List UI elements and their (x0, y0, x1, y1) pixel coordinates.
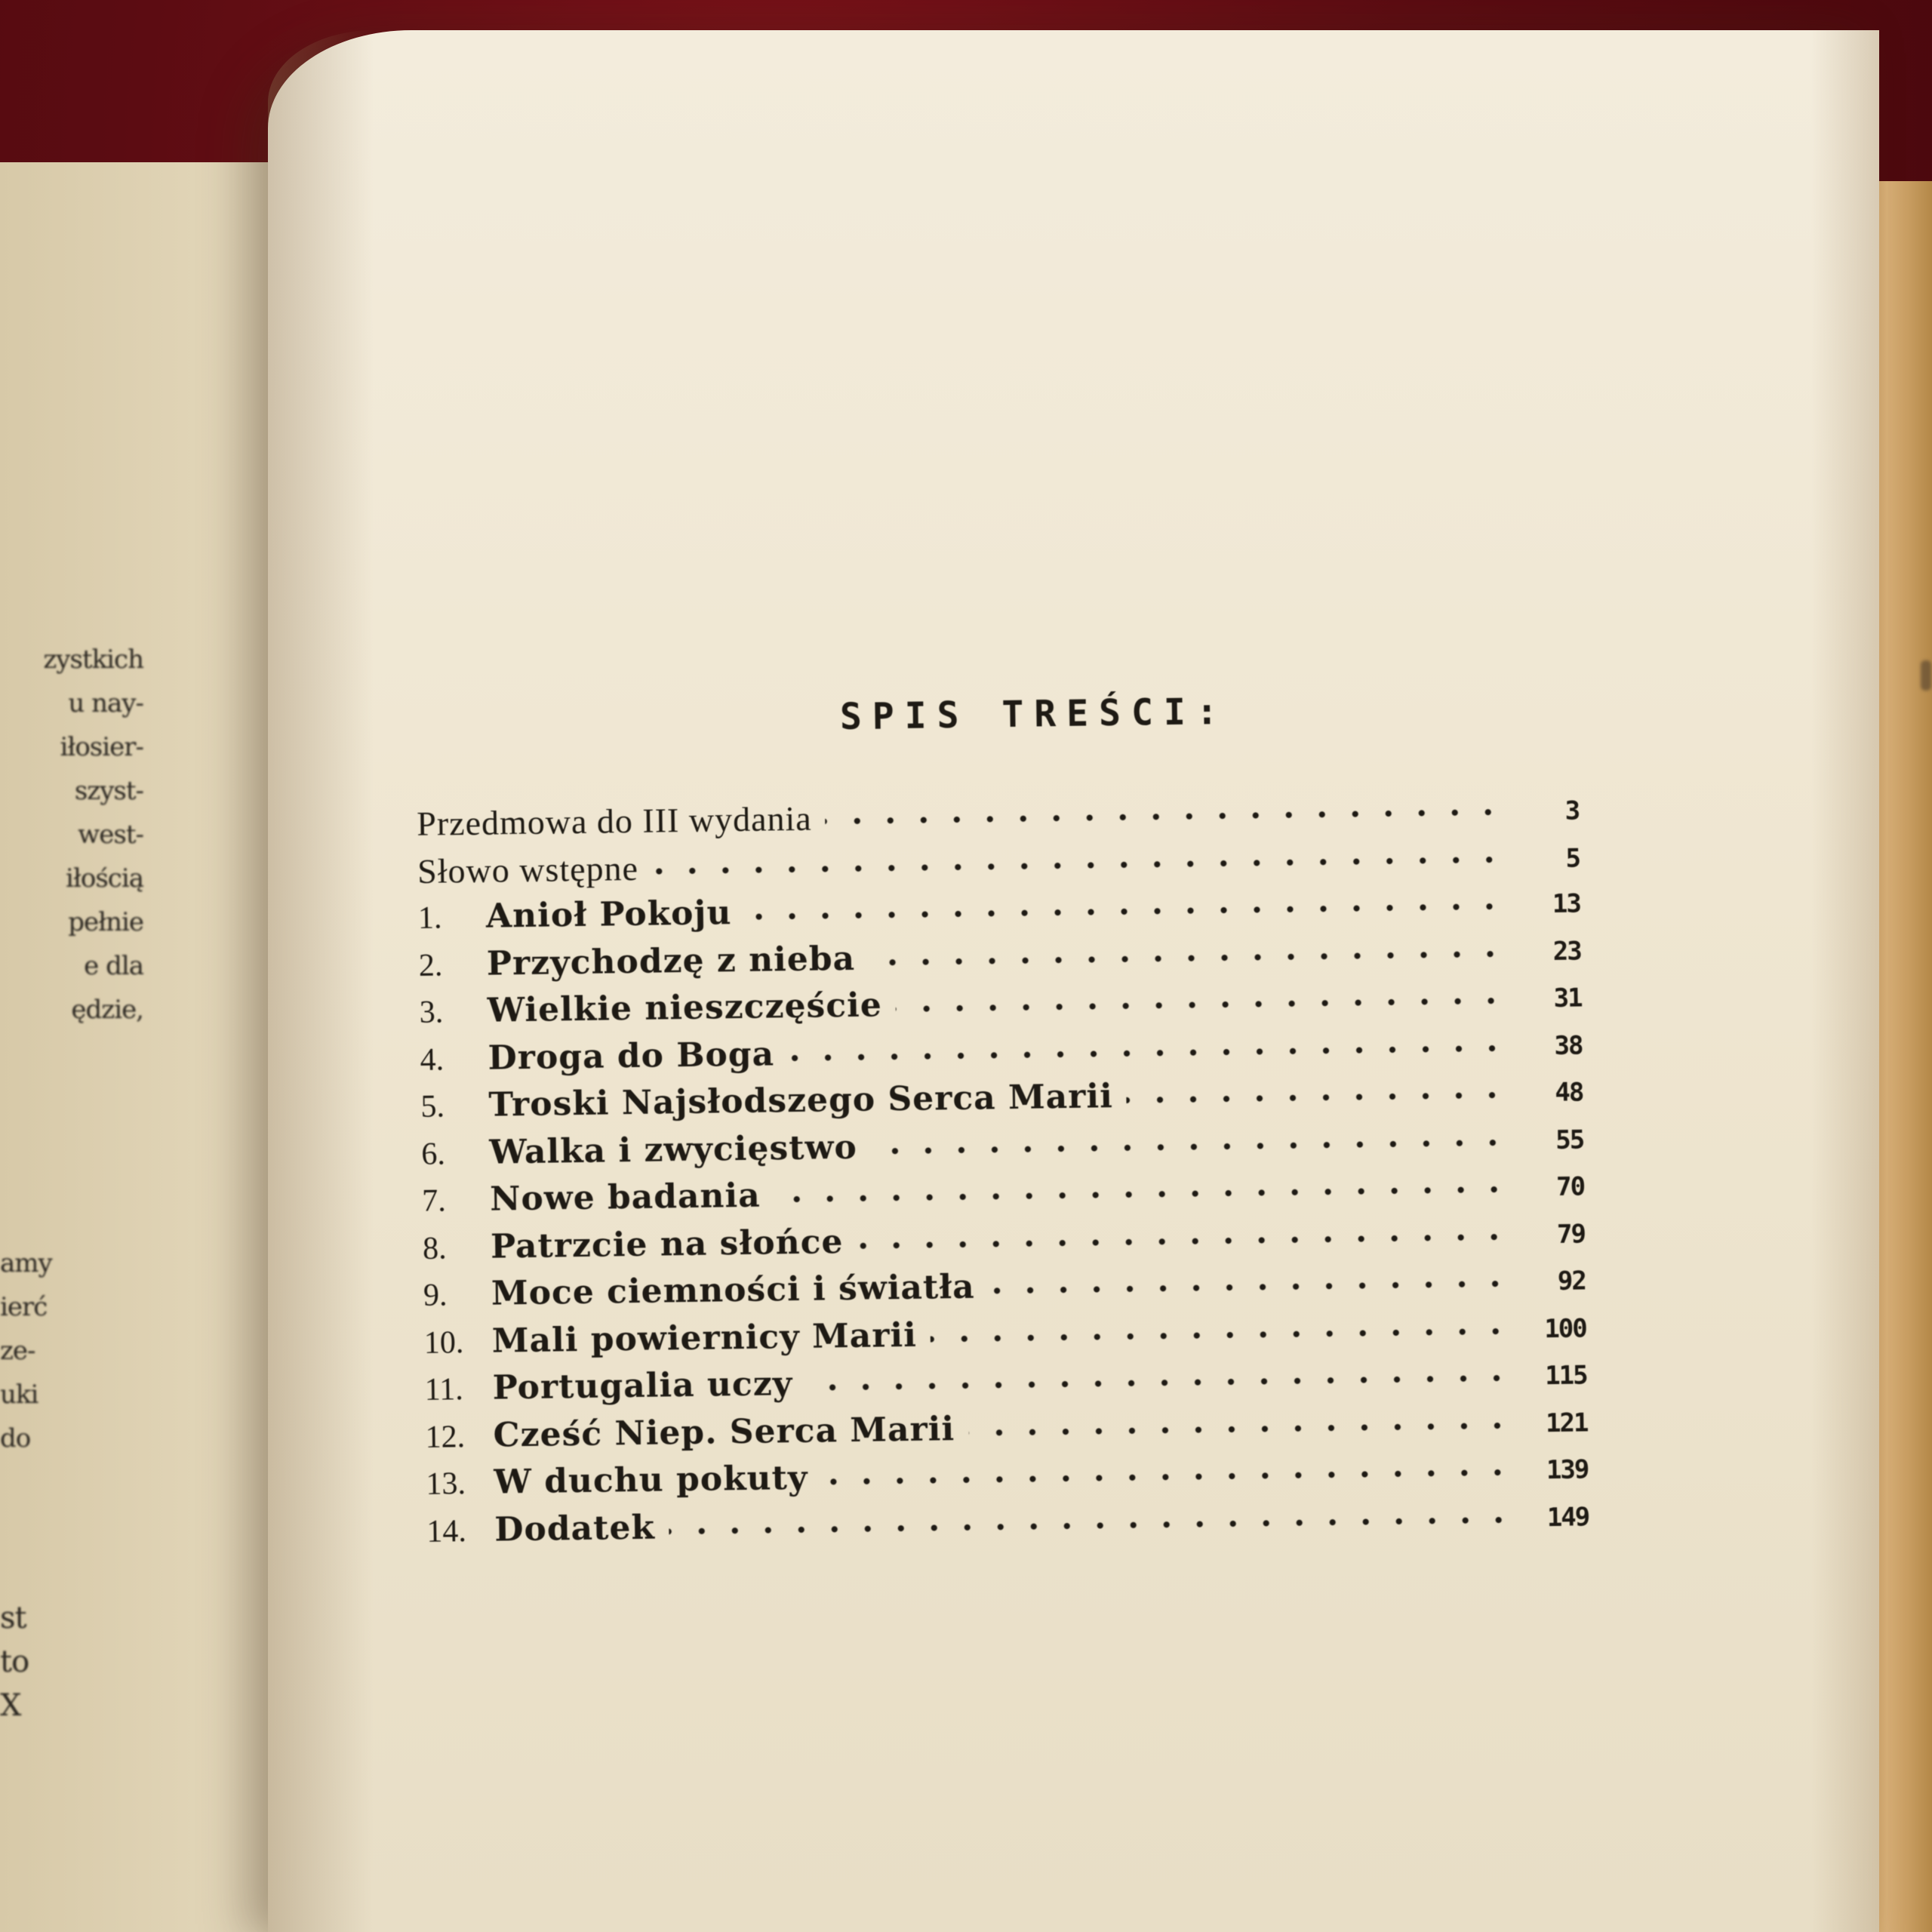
toc-entry-title: Nowe badania (489, 1176, 761, 1219)
left-fragment: e dla (84, 951, 143, 981)
toc-entry-page: 121 (1545, 1407, 1588, 1438)
toc-entry-page: 5 (1565, 842, 1580, 874)
toc-entry-title: Troski Najsłodszego Serca Marii (488, 1077, 1114, 1124)
dot-leader (826, 808, 1506, 826)
left-fragment: uki (0, 1380, 38, 1410)
toc-entry-page: 55 (1555, 1124, 1584, 1155)
toc-entry-number: 14. (426, 1513, 467, 1549)
toc-entry-title: Portugalia uczy (492, 1364, 793, 1407)
toc-entry-page: 115 (1544, 1360, 1587, 1392)
toc-entry-title: Słowo wstępne (417, 848, 639, 891)
toc-entry-number: 7. (421, 1183, 447, 1219)
toc-entry-page: 31 (1553, 983, 1582, 1014)
toc-entry-number: 11. (424, 1372, 464, 1407)
toc-entry-page: 100 (1544, 1312, 1587, 1344)
left-fragment: iłosier- (60, 732, 143, 762)
toc-entry-page: 13 (1552, 888, 1581, 919)
left-fragment: iłością (65, 863, 143, 894)
toc-entry-title: Walka i zwycięstwo (488, 1128, 858, 1172)
left-fragment: ędzie, (71, 995, 143, 1025)
toc-entry-title: Dodatek (494, 1508, 656, 1549)
toc-entry-page: 92 (1557, 1266, 1586, 1297)
toc-entry-title: Przychodzę z nieba (486, 939, 856, 983)
dot-leader (745, 903, 1506, 921)
toc-entry-number: 9. (423, 1278, 448, 1313)
toc-heading: SPIS TREŚCI: (839, 690, 1229, 739)
toc-entry-page: 48 (1555, 1077, 1583, 1108)
toc-entry-page: 79 (1556, 1218, 1586, 1250)
toc-entry-page: 70 (1555, 1171, 1585, 1202)
toc-entry-title: Droga do Boga (488, 1034, 775, 1078)
dot-leader (871, 1139, 1510, 1155)
left-fragment: to (0, 1644, 29, 1679)
dot-leader (869, 950, 1507, 967)
dot-leader (968, 1422, 1513, 1437)
left-fragment: szyst- (74, 776, 143, 806)
toc-entry-title: W duchu pokuty (494, 1458, 808, 1502)
dot-leader (896, 997, 1508, 1013)
toc-entry-title: Moce ciemności i światła (491, 1267, 976, 1313)
left-page-text-middle (0, 1241, 143, 1460)
left-fragment: zystkich (43, 645, 143, 675)
toc-entry-page: 149 (1546, 1501, 1589, 1533)
left-page-text-top (0, 638, 143, 1032)
dot-leader (806, 1374, 1512, 1392)
left-fragment: ierć (0, 1292, 48, 1322)
dot-leader (857, 1233, 1511, 1250)
toc-entry-title: Wielkie nieszczęście (487, 986, 883, 1030)
toc-entry-number: 10. (423, 1324, 464, 1361)
toc-entry-page: 38 (1554, 1029, 1583, 1061)
toc-list (417, 787, 1589, 1558)
left-fragment: amy (0, 1248, 52, 1278)
toc-entry-number: 6. (421, 1137, 446, 1172)
left-fragment: st (0, 1601, 26, 1635)
dot-leader (788, 1044, 1509, 1062)
dot-leader (821, 1469, 1514, 1486)
left-fragment: X (0, 1688, 21, 1723)
toc-entry-number: 1. (417, 900, 442, 936)
dot-leader (989, 1280, 1512, 1295)
left-page-text-bottom (0, 1596, 143, 1727)
dot-leader (1127, 1091, 1509, 1104)
toc-entry-page: 23 (1552, 935, 1582, 967)
toc-entry-number: 8. (422, 1230, 447, 1266)
toc-entry-number: 12. (425, 1419, 466, 1455)
toc-entry-number: 13. (426, 1466, 466, 1502)
toc-entry-page: 3 (1564, 795, 1580, 826)
left-fragment: ze- (0, 1336, 35, 1366)
toc-entry-title: Patrzcie na słońce (490, 1222, 844, 1266)
toc-entry-number: 2. (418, 948, 443, 983)
left-fragment: pełnie (68, 907, 143, 937)
toc-entry-title: Anioł Pokoju (485, 894, 732, 936)
toc-entry-title: Cześć Niep. Serca Marii (493, 1409, 955, 1455)
dot-leader (669, 1516, 1515, 1536)
left-fragment: u nay- (68, 688, 143, 718)
toc-entry-number: 5. (420, 1089, 445, 1124)
toc-entry-number: 4. (420, 1042, 445, 1078)
toc-entry-title: Mali powiernicy Marii (491, 1315, 918, 1361)
dot-leader (931, 1327, 1512, 1343)
left-fragment: do (0, 1423, 31, 1454)
toc-entry-title: Przedmowa do III wydania (416, 798, 813, 843)
dot-leader (774, 1186, 1511, 1204)
left-fragment: west- (78, 820, 143, 850)
dot-leader (652, 856, 1506, 875)
toc-entry-page: 139 (1546, 1454, 1589, 1486)
ink-smudge (1921, 660, 1931, 691)
toc-entry-number: 3. (419, 995, 444, 1030)
